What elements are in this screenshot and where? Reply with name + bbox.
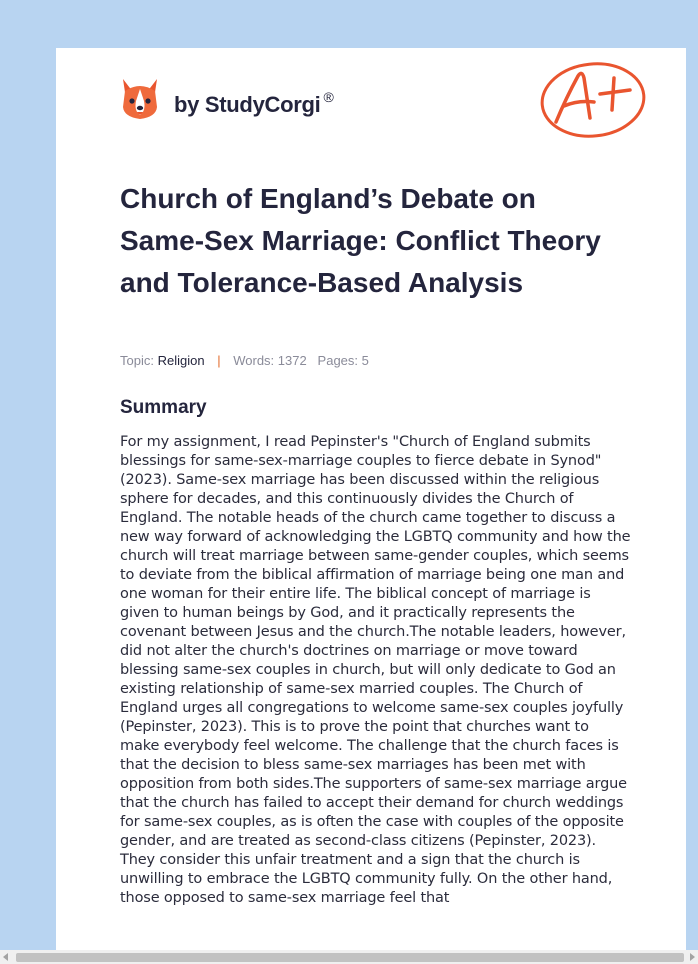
document-page [56, 48, 686, 950]
words-count: 1372 [277, 353, 307, 368]
words-label: Words: [233, 353, 275, 368]
pages-count: 5 [361, 353, 369, 368]
brand-text: by StudyCorgi [174, 92, 321, 117]
pages-label: Pages: [317, 353, 359, 368]
grade-badge [538, 60, 648, 146]
scroll-thumb[interactable] [16, 953, 684, 962]
registered-mark: ® [323, 89, 334, 105]
a-plus-grade-icon [538, 60, 648, 142]
meta-separator: | [217, 353, 221, 368]
document-title: Church of England’s Debate on Same-Sex Marriage: Conflict Theory and Tolerance-Based Analysis [120, 183, 601, 298]
topic-link[interactable]: Religion [157, 353, 205, 368]
grade-label [648, 60, 649, 61]
corgi-icon [120, 77, 160, 121]
studycorgi-logo[interactable] [120, 76, 160, 122]
scroll-right-icon[interactable] [690, 953, 695, 961]
horizontal-scrollbar[interactable] [0, 950, 698, 964]
summary-heading: Summary [120, 397, 207, 418]
brand-name[interactable] [174, 89, 334, 118]
document-meta [120, 353, 369, 368]
scroll-left-icon[interactable] [3, 953, 8, 961]
summary-paragraph: For my assignment, I read Pepinster's "Church of England submits blessings for same-sex-marriage couples to fierce debate in Synod" (2023). Same-sex marriage has been discussed within the religious sphere for decades, and this continuously divides the Church of England. The notable heads of the church came together to discuss a new way forward of acknowledging the LGBTQ community and how the church will treat marriage between same-gender couples, which seems to deviate from the biblical affirmation of marriage being one man and one woman for their entire life. The biblical concept of marriage is given to human beings by God, and it practically represents the covenant between Jesus and the church.The notable leaders, however, did not alter the church's doctrines on marriage or move toward blessing same-sex couples in church, but will only dedicate to God an existing relationship of same-sex married couples. The Church of England urges all congregations to welcome same-sex couples joyfully (Pepinster, 2023). This is to prove the point that churches want to make everybody feel welcome. The challenge that the church faces is that the decision to bless same-sex marriages has been met with opposition from both sides.The supporters of same-sex marriage argue that the church has failed to accept their demand for church weddings for same-sex couples, as is often the case with couples of the opposite gender, and are treated as second-class citizens (Pepinster, 2023). They consider this unfair treatment and a sign that the church is unwilling to embrace the LGBTQ community fully. On the other hand, those opposed to same-sex marriage feel that [120, 434, 631, 906]
topic-label: Topic: [120, 353, 154, 368]
